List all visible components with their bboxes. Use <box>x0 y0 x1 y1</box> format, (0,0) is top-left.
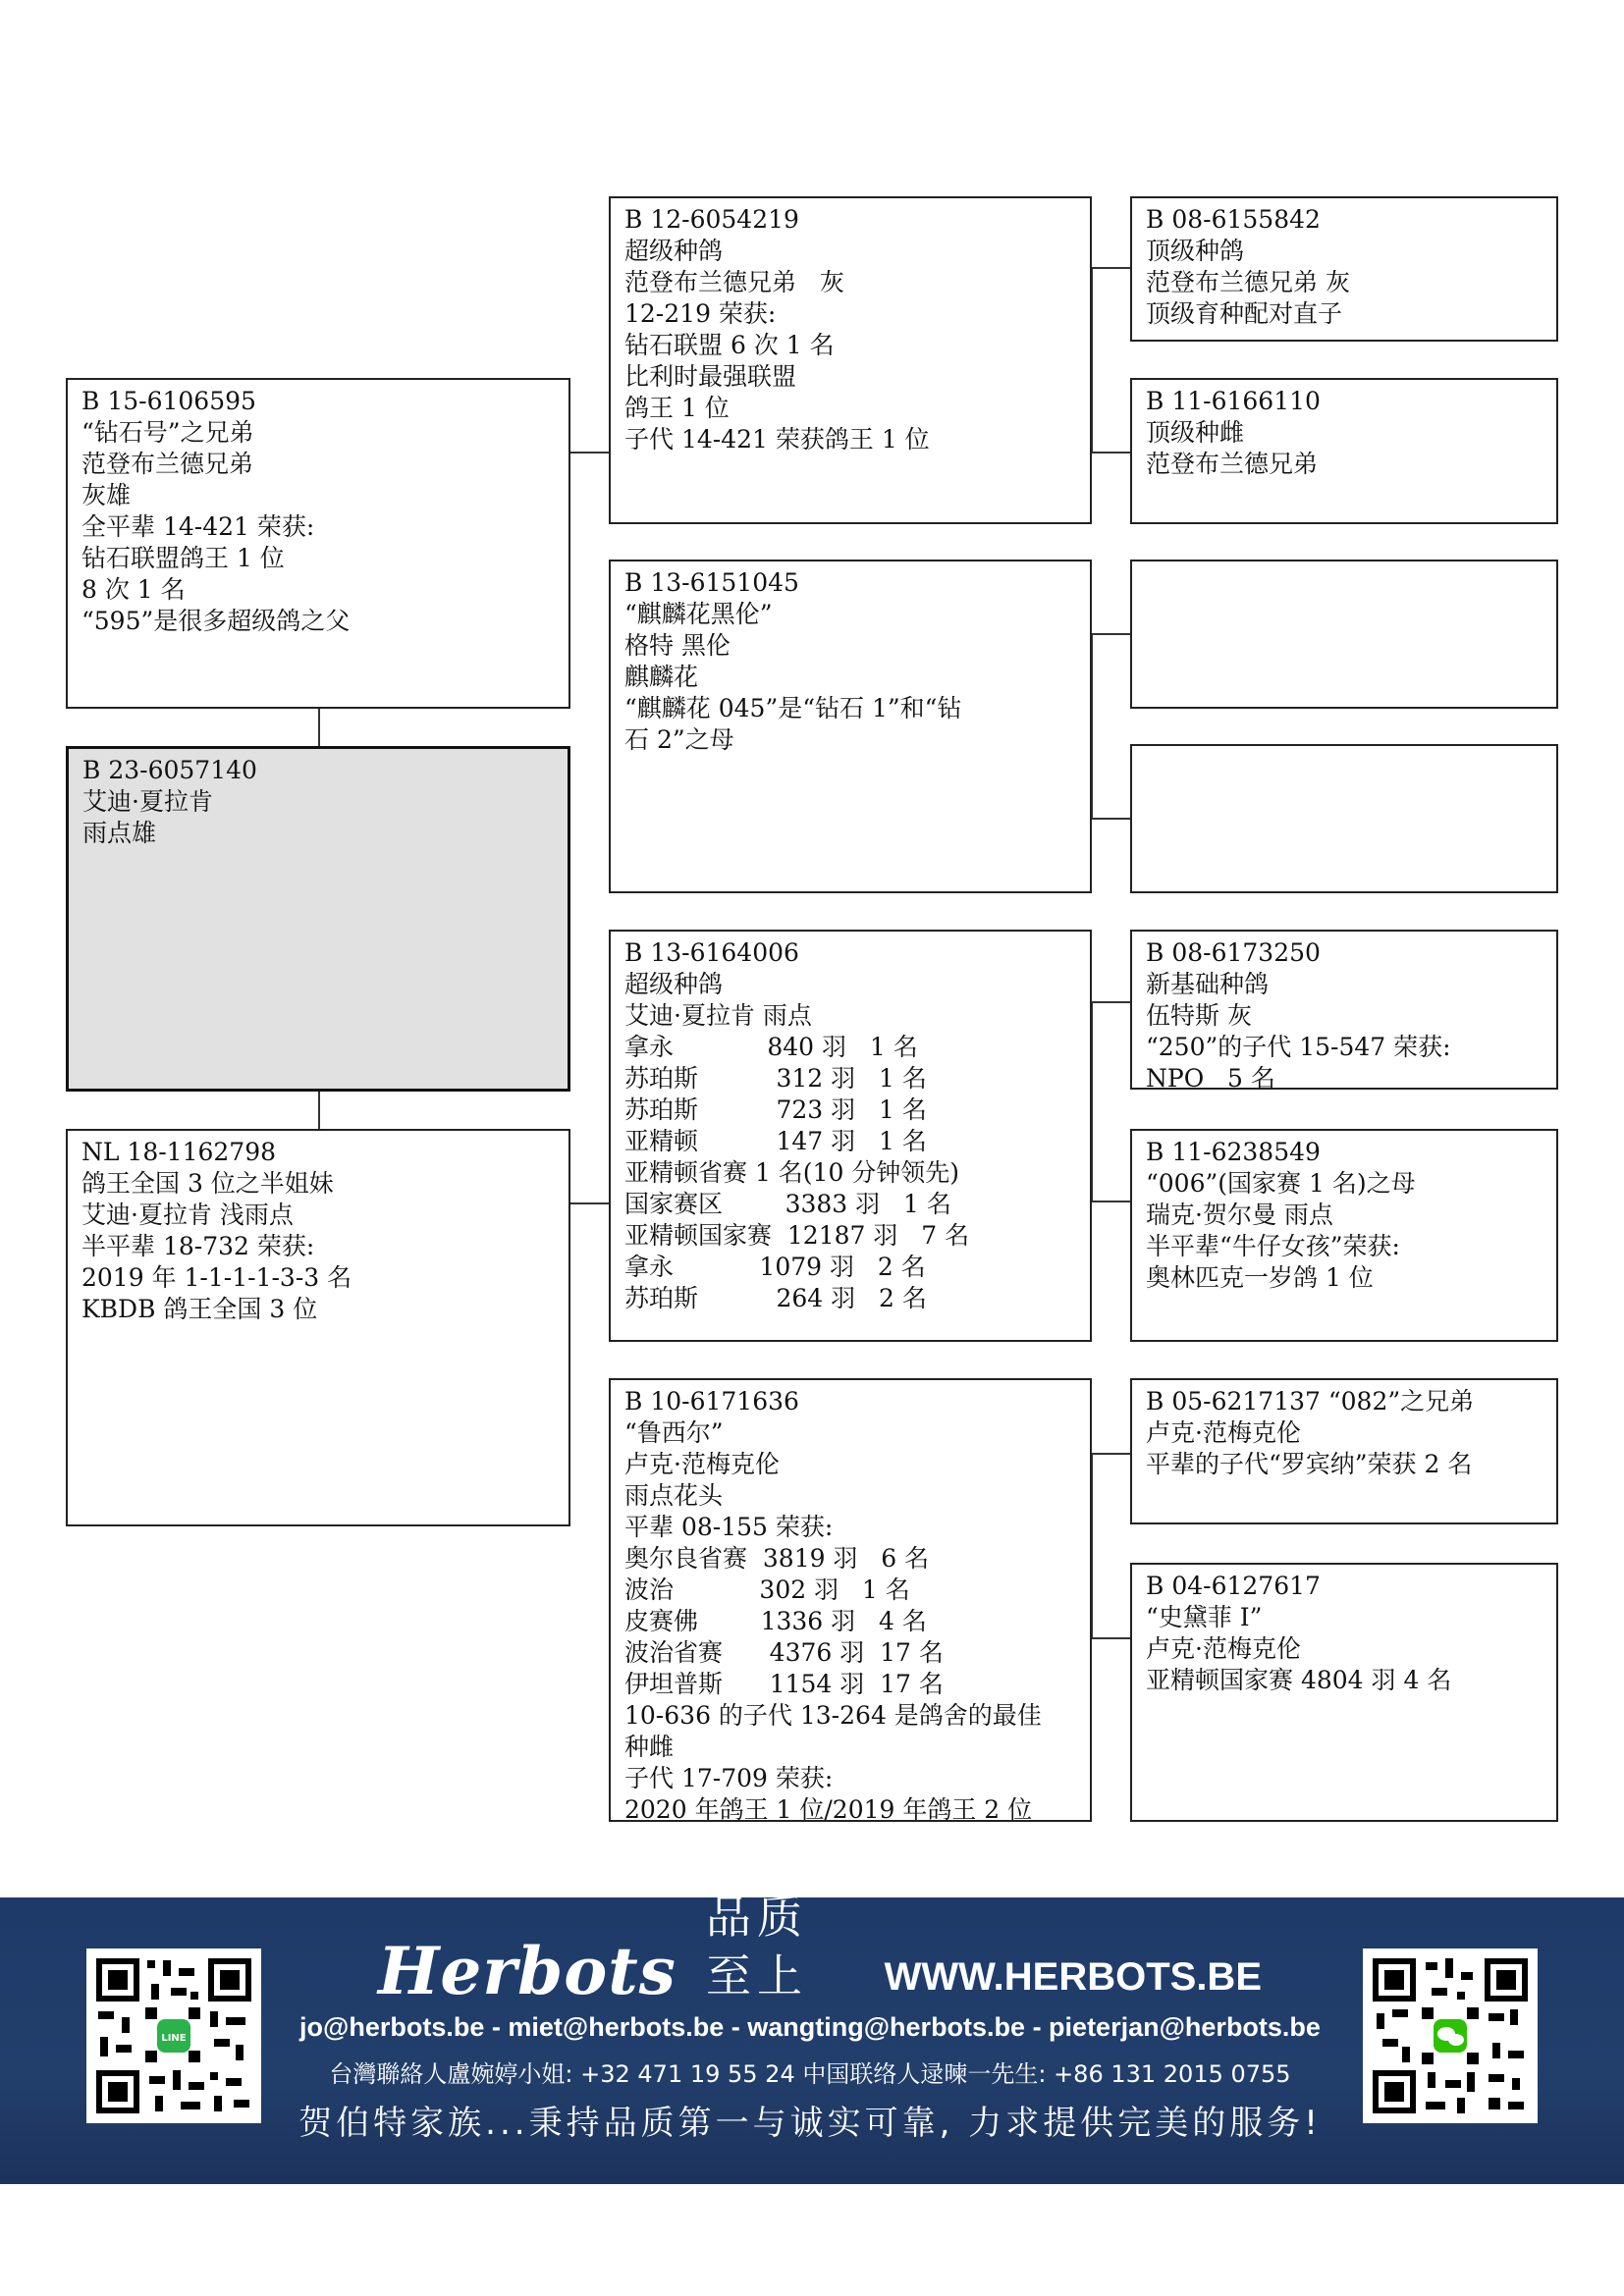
ring-number: B 04-6127617 <box>1146 1572 1321 1600</box>
pedigree-line: 半平辈“牛仔女孩”荣获: <box>1146 1232 1400 1260</box>
pedigree-line: 鸽王 1 位 <box>624 394 730 422</box>
pedigree-line: 2019 年 1-1-1-1-3-3 名 <box>81 1263 352 1292</box>
pedigree-line: 平辈的子代“罗宾纳”荣获 2 名 <box>1146 1450 1473 1478</box>
connector-sire-subject <box>318 709 320 746</box>
pedigree-line: 亚精顿 147 羽 1 名 <box>624 1127 927 1155</box>
pedigree-line: 艾迪·夏拉肯 浅雨点 <box>81 1201 294 1229</box>
pedigree-line: “595”是很多超级鸽之父 <box>81 607 351 635</box>
connector-sire-to-gp <box>570 452 610 454</box>
pedigree-box-subject <box>66 746 570 1092</box>
pedigree-line: 全平辈 14-421 荣获: <box>81 512 315 541</box>
pedigree-line: 拿永 1079 羽 2 名 <box>624 1253 926 1281</box>
pedigree-line: NPO 5 名 <box>1146 1064 1275 1093</box>
pedigree-line: 格特 黑伦 <box>624 631 731 660</box>
pedigree-line: 雨点花头 <box>624 1481 724 1510</box>
pedigree-line: 新基础种鸽 <box>1146 970 1270 998</box>
pedigree-line: 波治 302 羽 1 名 <box>624 1575 910 1604</box>
footer-banner <box>0 1891 1624 2184</box>
pedigree-line: 顶级育种配对直子 <box>1146 299 1343 328</box>
pedigree-line: 伍特斯 灰 <box>1146 1001 1252 1030</box>
pedigree-line: 瑞克·贺尔曼 雨点 <box>1146 1201 1333 1229</box>
pedigree-line: 亚精顿省赛 1 名(10 分钟领先) <box>624 1158 960 1187</box>
ring-number: B 23-6057140 <box>82 756 257 784</box>
ring-number: B 05-6217137 “082”之兄弟 <box>1146 1387 1475 1415</box>
ring-number: B 08-6155842 <box>1146 205 1321 234</box>
pedigree-box-ss-sire <box>1130 196 1558 342</box>
pedigree-line: 拿永 840 羽 1 名 <box>624 1033 918 1061</box>
pedigree-line: 卢克·范梅克伦 <box>624 1450 780 1478</box>
pedigree-box-dam-dam <box>609 1378 1092 1822</box>
ring-number: B 11-6166110 <box>1146 387 1321 415</box>
pedigree-line: 12-219 荣获: <box>624 299 777 328</box>
pedigree-line: “鲁西尔” <box>624 1418 724 1447</box>
pedigree-line: 艾迪·夏拉肯 雨点 <box>624 1001 812 1030</box>
pedigree-line: 半平辈 18-732 荣获: <box>81 1232 315 1260</box>
pedigree-line: 10-636 的子代 13-264 是鸽舍的最佳 <box>624 1701 1042 1730</box>
footer-brand <box>378 1891 1262 2009</box>
pedigree-line: 平辈 08-155 荣获: <box>624 1513 834 1541</box>
herbots-logo: Herbots <box>378 1933 677 2009</box>
pedigree-box-sire-sire <box>609 196 1092 524</box>
pedigree-line: 2020 年鸽王 1 位/2019 年鸽王 2 位 <box>624 1795 1033 1824</box>
email-addresses[interactable]: jo@herbots.be - miet@herbots.be - wangting@herbots.be - pieterjan@herbots.be <box>299 2012 1321 2042</box>
qr-code-line[interactable] <box>86 1949 261 2123</box>
pedigree-line: 子代 14-421 荣获鸽王 1 位 <box>624 425 930 454</box>
pedigree-line: 比利时最强联盟 <box>624 362 797 391</box>
pedigree-line: “钻石号”之兄弟 <box>81 418 254 447</box>
pedigree-line: 奥林匹克一岁鸽 1 位 <box>1146 1263 1374 1292</box>
pedigree-line: 波治省赛 4376 羽 17 名 <box>624 1638 944 1667</box>
pedigree-line: 伊坦普斯 1154 羽 17 名 <box>624 1670 944 1698</box>
pedigree-box-dd-sire <box>1130 1378 1558 1524</box>
pedigree-box-dam-sire <box>609 930 1092 1342</box>
pedigree-line: 种雌 <box>624 1733 675 1761</box>
pedigree-line: 范登布兰德兄弟 <box>81 450 254 478</box>
ring-number: B 13-6164006 <box>624 938 799 967</box>
pedigree-line: 钻石联盟鸽王 1 位 <box>81 544 285 572</box>
pedigree-line: 苏珀斯 723 羽 1 名 <box>624 1095 927 1124</box>
pedigree-line: 苏珀斯 312 羽 1 名 <box>624 1064 927 1093</box>
connector-sd-top <box>1091 633 1130 635</box>
pedigree-line: 卢克·范梅克伦 <box>1146 1634 1301 1663</box>
pedigree-line: 顶级种鸽 <box>1146 237 1245 265</box>
pedigree-line: 灰雄 <box>81 481 132 509</box>
pedigree-box-dd-dam <box>1130 1563 1558 1822</box>
pedigree-box-sire-dam <box>609 560 1092 893</box>
pedigree-box-sd-sire <box>1130 560 1558 709</box>
ring-number: B 12-6054219 <box>624 205 799 234</box>
family-motto: 贺伯特家族...秉持品质第一与诚实可靠, 力求提供完美的服务! <box>298 2104 1322 2143</box>
pedigree-line: 麒麟花 <box>624 663 699 691</box>
pedigree-box-ds-sire <box>1130 930 1558 1093</box>
pedigree-line: 超级种鸽 <box>624 237 724 265</box>
pedigree-line: 范登布兰德兄弟 灰 <box>1146 268 1350 296</box>
pedigree-line: 石 2”之母 <box>624 725 734 754</box>
pedigree-line: 8 次 1 名 <box>81 575 186 604</box>
pedigree-line: “250”的子代 15-547 荣获: <box>1146 1033 1451 1061</box>
pedigree-line: 皮赛佛 1336 羽 4 名 <box>624 1607 927 1635</box>
ring-number: B 13-6151045 <box>624 568 799 597</box>
connector-dam-to-gp <box>570 1202 610 1204</box>
contact-phones: 台灣聯絡人盧婉婷小姐: +32 471 19 55 24 中国联络人逯暕一先生: +86 131 2015 0755 <box>329 2060 1291 2088</box>
pedigree-line: “史黛菲 I” <box>1146 1603 1263 1631</box>
pedigree-line: 苏珀斯 264 羽 2 名 <box>624 1284 927 1312</box>
pedigree-line: KBDB 鸽王全国 3 位 <box>81 1295 318 1323</box>
pedigree-line: 亚精顿国家赛 12187 羽 7 名 <box>624 1221 970 1250</box>
pedigree-box-dam <box>66 1129 570 1526</box>
ring-number: B 15-6106595 <box>81 387 256 415</box>
connector-subject-dam <box>318 1092 320 1129</box>
connector-sd-bottom <box>1091 818 1130 820</box>
pedigree-box-sire <box>66 378 570 709</box>
slogan: 品质至上 <box>705 1891 808 2002</box>
pedigree-line: 国家赛区 3383 羽 1 名 <box>624 1190 951 1218</box>
ring-number: NL 18-1162798 <box>81 1138 277 1166</box>
website-link[interactable]: WWW.HERBOTS.BE <box>884 1955 1262 1999</box>
pedigree-line: 超级种鸽 <box>624 970 724 998</box>
connector-ds-bottom <box>1091 1201 1130 1202</box>
pedigree-box-sd-dam <box>1130 744 1558 893</box>
connector-dd-top <box>1091 1453 1130 1455</box>
connector-ss-top <box>1091 267 1130 269</box>
ring-number: B 08-6173250 <box>1146 938 1321 967</box>
pedigree-line: “006”(国家赛 1 名)之母 <box>1146 1169 1416 1198</box>
qr-code-wechat[interactable] <box>1363 1949 1538 2123</box>
pedigree-line: 鸽王全国 3 位之半姐妹 <box>81 1169 334 1198</box>
pedigree-box-ds-dam <box>1130 1129 1558 1342</box>
ring-number: B 10-6171636 <box>624 1387 799 1415</box>
pedigree-line: “麒麟花黑伦” <box>624 600 773 628</box>
pedigree-line: 范登布兰德兄弟 灰 <box>624 268 844 296</box>
pedigree-line: 钻石联盟 6 次 1 名 <box>624 331 835 359</box>
pedigree-line: 范登布兰德兄弟 <box>1146 450 1319 478</box>
pedigree-box-ss-dam <box>1130 378 1558 524</box>
connector-dd-bottom <box>1091 1637 1130 1639</box>
pedigree-line: 艾迪·夏拉肯 <box>82 787 213 816</box>
pedigree-line: 雨点雄 <box>82 819 157 847</box>
pedigree-line: 卢克·范梅克伦 <box>1146 1418 1301 1447</box>
pedigree-line: 亚精顿国家赛 4804 羽 4 名 <box>1146 1666 1452 1694</box>
pedigree-line: 子代 17-709 荣获: <box>624 1764 834 1792</box>
pedigree-line: 顶级种雌 <box>1146 418 1245 447</box>
pedigree-line: 奥尔良省赛 3819 羽 6 名 <box>624 1544 930 1573</box>
pedigree-line: “麒麟花 045”是“钻石 1”和“钻 <box>624 694 962 722</box>
connector-ds-top <box>1091 1001 1130 1003</box>
connector-ss-bottom <box>1091 452 1130 454</box>
ring-number: B 11-6238549 <box>1146 1138 1321 1166</box>
svg-text:LINE: LINE <box>161 2033 187 2044</box>
